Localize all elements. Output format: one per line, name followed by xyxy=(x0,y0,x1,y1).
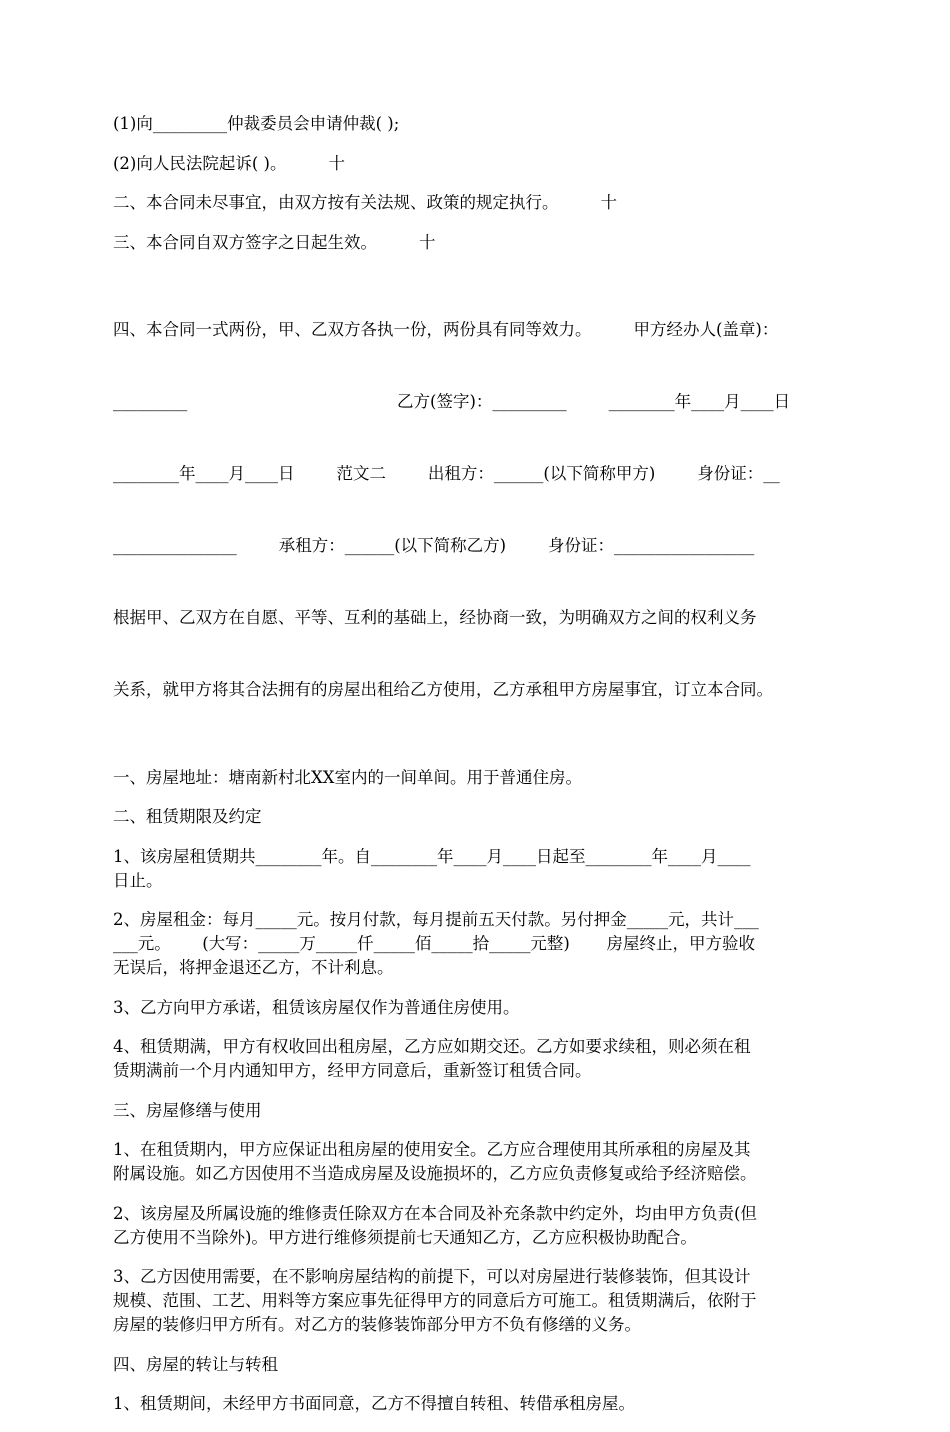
document-page xyxy=(113,112,853,1432)
section-heading: 三、房屋修缮与使用 xyxy=(113,1100,262,1120)
signature-line: 根据甲、乙双方在自愿、平等、互利的基础上，经协商一致，为明确双方之间的权利义务 xyxy=(113,608,757,627)
signature-line: 四、本合同一式两份，甲、乙双方各执一份，两份具有同等效力。 甲方经办人(盖章)： xyxy=(113,320,779,339)
paragraph-arbitration: (1)向_________仲裁委员会申请仲裁( ); xyxy=(113,114,400,133)
paragraph-expiry: 4、租赁期满，甲方有权收回出租房屋，乙方应如期交还。乙方如要求续租，则必须在租 赁期满前一个月内通知甲方，经甲方同意后，重新签订租赁合同。 xyxy=(113,1037,751,1080)
paragraph-safety: 1、在租赁期内，甲方应保证出租房屋的使用安全。乙方应合理使用其所承租的房屋及其 附属设施。如乙方因使用不当造成房屋及设施损坏的，乙方应负责修复或给予经济赔偿。 xyxy=(113,1140,757,1183)
signature-line: _________ 乙方(签字)：_________ ________年____月____日 xyxy=(113,392,791,411)
paragraph-court: (2)向人民法院起诉( )。 十 xyxy=(113,153,345,173)
section-heading: 二、租赁期限及约定 xyxy=(113,807,262,826)
paragraph-clause-3: 三、本合同自双方签字之日起生效。 十 xyxy=(113,232,436,252)
section-heading: 四、房屋的转让与转租 xyxy=(113,1354,278,1374)
signature-block xyxy=(113,270,853,750)
paragraph-renovation: 3、乙方因使用需要，在不影响房屋结构的前提下，可以对房屋进行装修装饰，但其设计 规模、范围、工艺、用料等方案应事先征得甲方的同意后方可施工。租赁期满后，依附于 房屋的装修归甲方所有。对乙方的装修装饰部分甲方不负有修缮的义务。 xyxy=(113,1267,757,1334)
signature-line: 关系，就甲方将其合法拥有的房屋出租给乙方使用，乙方承租甲方房屋事宜，订立本合同。 xyxy=(113,680,773,699)
paragraph-maintenance: 2、该房屋及所属设施的维修责任除双方在本合同及补充条款中约定外，均由甲方负责(但 乙方使用不当除外)。甲方进行维修须提前七天通知乙方，乙方应积极协助配合。 xyxy=(113,1203,757,1247)
paragraph-usage-promise: 3、乙方向甲方承诺，租赁该房屋仅作为普通住房使用。 xyxy=(113,997,520,1017)
paragraph-rent: 2、房屋租金：每月_____元。按月付款，每月提前五天付款。另付押金_____元，共计___ ___元。 (大写：_____万_____仟_____佰_____拾_____元整) 房屋终止，甲方验收 无误后，将押金退还乙方，不计利息。 xyxy=(113,910,759,977)
paragraph-term: 1、该房屋租赁期共________年。自________年____月____日起至________年____月____ 日止。 xyxy=(113,846,751,890)
paragraph-clause-2: 二、本合同未尽事宜，由双方按有关法规、政策的规定执行。 十 xyxy=(113,193,617,212)
signature-line: ________年____月____日 范文二 出租方：______(以下简称甲方) 身份证：__ xyxy=(113,464,780,483)
signature-line: _______________ 承租方：______(以下简称乙方) 身份证：_________________ xyxy=(113,536,755,555)
paragraph-sublet: 1、租赁期间，未经甲方书面同意，乙方不得擅自转租、转借承租房屋。 xyxy=(113,1394,635,1413)
paragraph-address: 一、房屋地址：塘南新村北XX室内的一间单间。用于普通住房。 xyxy=(113,767,582,787)
